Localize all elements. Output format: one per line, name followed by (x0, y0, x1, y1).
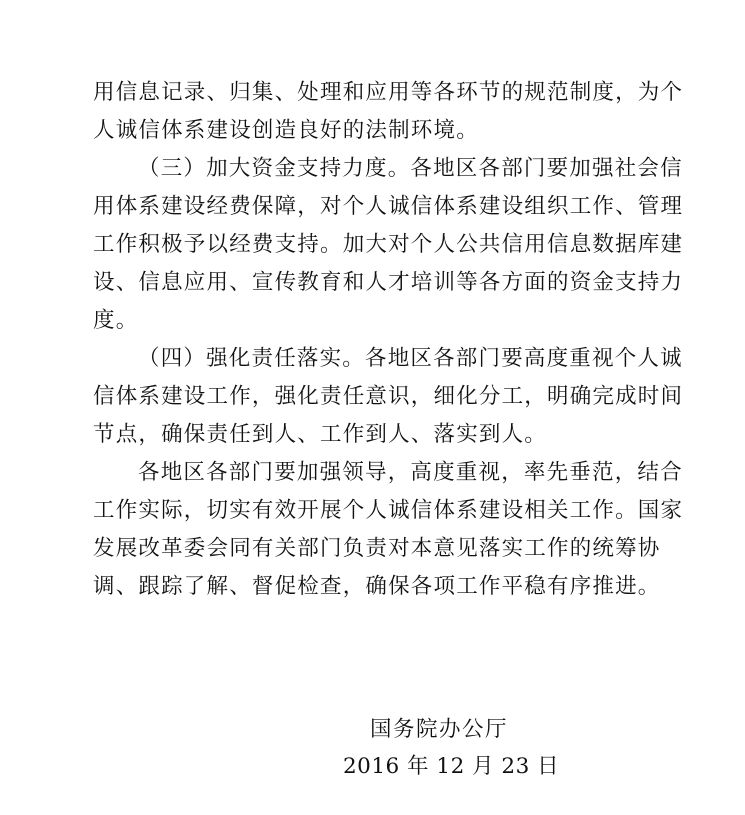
text-line: 发展改革委会同有关部门负责对本意见落实工作的统筹协 (93, 536, 661, 561)
issue-date: 2016 年 12 月 23 日 (343, 754, 560, 779)
text-line: 节点，确保责任到人、工作到人、落实到人。 (93, 422, 548, 447)
text-line: 工作积极予以经费支持。加大对个人公共信用信息数据库建 (93, 232, 684, 257)
text-line: 设、信息应用、宣传教育和人才培训等各方面的资金支持力 (93, 270, 684, 295)
text-line: 用信息记录、归集、处理和应用等各环节的规范制度，为个 (93, 80, 684, 105)
text-line: 人诚信体系建设创造良好的法制环境。 (93, 118, 479, 143)
text-line: 工作实际，切实有效开展个人诚信体系建设相关工作。国家 (93, 498, 684, 523)
section-heading-line: （四）强化责任落实。各地区各部门要高度重视个人诚 (138, 346, 683, 371)
section-heading-line: （三）加大资金支持力度。各地区各部门要加强社会信 (138, 156, 683, 181)
signature-block (340, 711, 560, 785)
document-body (93, 74, 684, 606)
paragraph-start-line: 各地区各部门要加强领导，高度重视，率先垂范，结合 (138, 460, 683, 485)
issuing-office: 国务院办公厅 (370, 717, 509, 742)
text-line: 信体系建设工作，强化责任意识，细化分工，明确完成时间 (93, 384, 684, 409)
text-line: 度。 (93, 308, 139, 333)
text-line: 调、跟踪了解、督促检查，确保各项工作平稳有序推进。 (93, 574, 661, 599)
text-line: 用体系建设经费保障，对个人诚信体系建设组织工作、管理 (93, 194, 684, 219)
